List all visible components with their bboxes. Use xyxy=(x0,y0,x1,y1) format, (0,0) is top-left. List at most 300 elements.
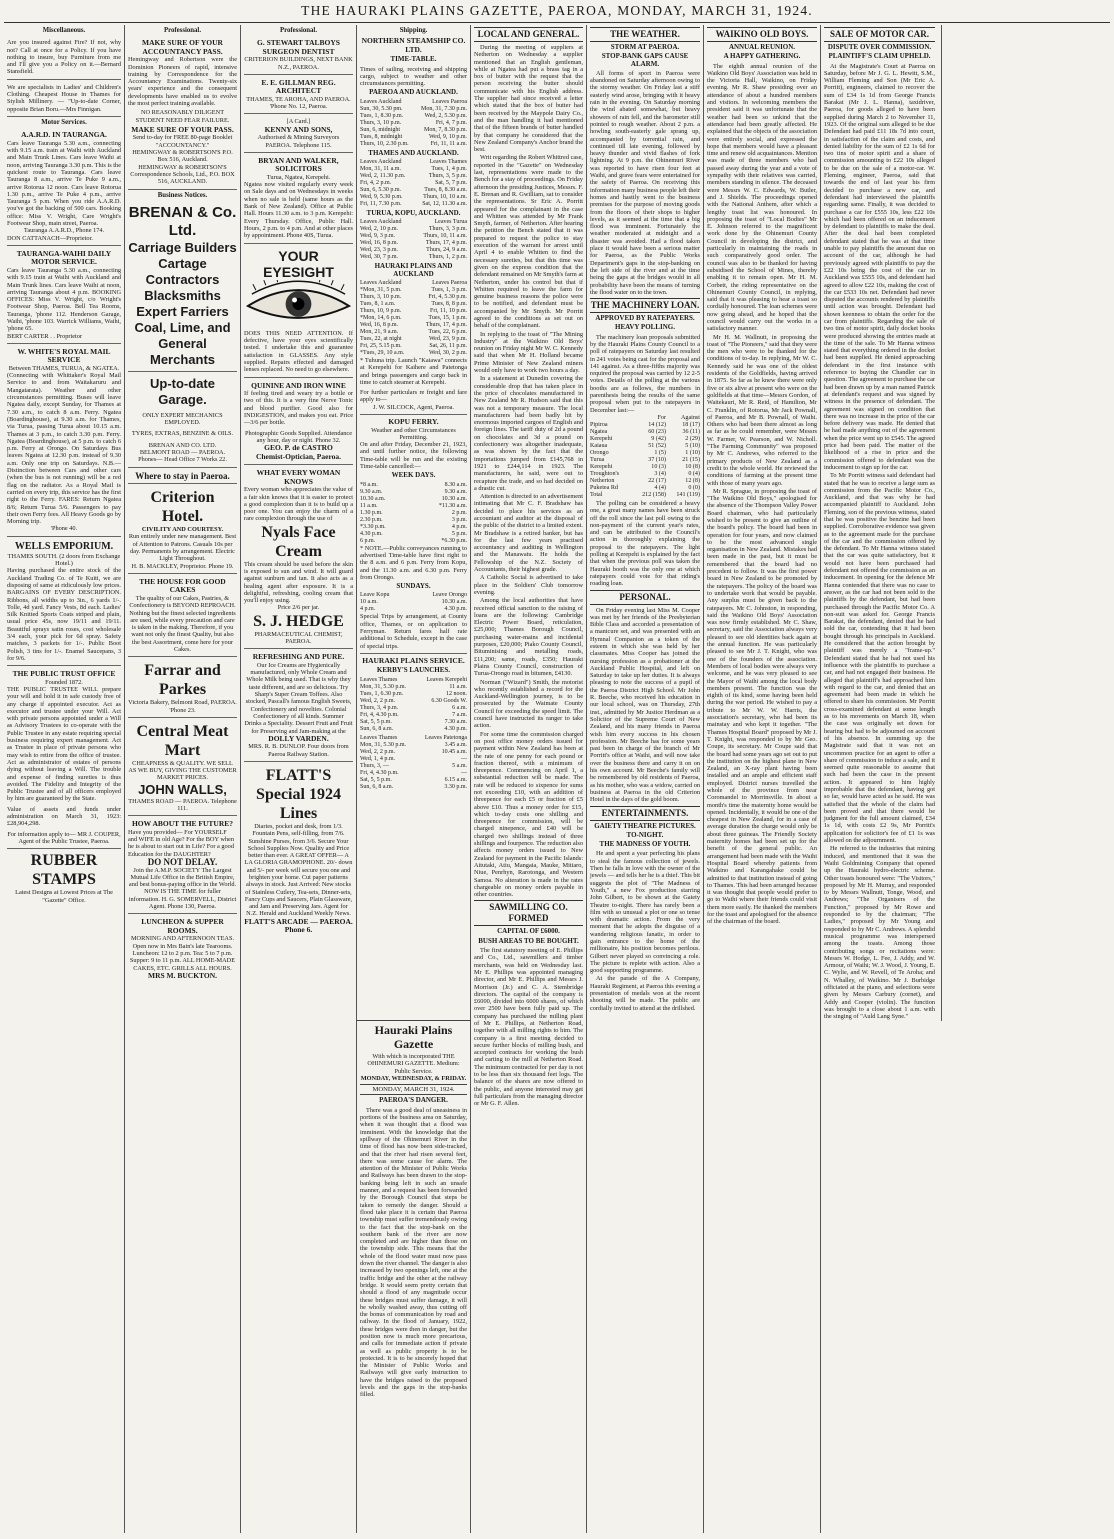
column-editorial xyxy=(356,1020,470,1533)
brenan-line: Cartage Contractors xyxy=(145,255,220,287)
table-row xyxy=(360,134,467,141)
table-cell: 60 (23) xyxy=(648,428,666,435)
table-row xyxy=(590,422,700,429)
nyals-heading: Nyals Face Cream xyxy=(261,523,336,560)
table-cell: Thurs, 3, 10 p.m. xyxy=(360,119,402,126)
entertainments-tonight: TO-NIGHT. xyxy=(626,830,664,839)
table-cell: Tues, 22, at night xyxy=(360,335,402,342)
news-paragraph: The first statutory meeting of E. Phillips and Co., Ltd., sawmillers and timber merchants, was held on Wednesday last. Mr E. Phillips was appointed managing director, and Mr E. Phillips and Messrs J. Morrison (Jr.) and C. A. Stembridge directors. The capital of the company is £6000, divided into 6000 shares, of which over 2500 have been fully paid up. The company has purchased the milling plant of Mr E. Phillips, at Netherton Road, together with all milling rights to him. The company is a first meeting decided to secure further blocks of milling bush, and accepted contracts for working the bush and carting to the mill at Netherton Road. The minimum contracted for per day is not to be less than six thousand feet logs. The balance of the shares are now offered to the public, and anyone interested may get full particulars from the managing director or Mr G. F. Allen. xyxy=(474,947,583,1108)
table-row xyxy=(360,113,467,120)
photo-goods: Photographic Goods Supplied. Attendance any hour, day or night. Phone 32. xyxy=(244,429,353,444)
gillman-body: THAMES, TE AROHA, AND PAEROA. 'Phone No. 12, Paeroa. xyxy=(246,95,351,111)
kopu-ferry-sub: Weather and other Circumstances Permitting. xyxy=(371,426,456,441)
table-cell: Mon, 31, 11 a.m. xyxy=(360,166,401,173)
gazette-days: MONDAY, WEDNESDAY, & FRIDAY. xyxy=(360,1074,467,1082)
dolly-varden-body: MRS. R. B. DUNLOP. Four doors from Paeroa Railway Station. xyxy=(248,743,349,758)
table-cell: 9.30 a.m. xyxy=(360,488,383,495)
table-cell: Mon, 7, 8.30 p.m. xyxy=(423,126,467,133)
rubber-stamps-heading: RUBBER STAMPS xyxy=(30,852,98,889)
table-cell: *11.30 a.m. xyxy=(438,502,467,509)
table-cell: 10.30 a.m. xyxy=(441,599,467,606)
table-cell: 9.30 a.m. xyxy=(444,488,467,495)
sawmilling-sub-2: BUSH AREAS TO BE BOUGHT. xyxy=(478,936,579,945)
table-header: Leaves Auckland xyxy=(360,279,402,286)
table-row xyxy=(360,705,467,712)
table-row xyxy=(360,691,467,698)
table-cell: 11 a.m. xyxy=(449,683,467,690)
table-cell: Kerepehi xyxy=(590,463,613,470)
table-cell: 4.30 p.m. xyxy=(444,725,467,732)
luncheon-name: MRS M. BUCKTON. xyxy=(147,970,218,980)
news-paragraph: In a statement at Dunedin covering the considerable drop that has taken place in the price of chocolates manufactured in New Zealand Mr R. Hudson said that this was not a temporary measure. The local manufacturers had been badly hit by enormous imported cargoes of English and foreign lines. The tariff duty of 2d a pound on chocolates and 3d a pound on confectionery was altogether inadequate, as was shown by the fact that the importations jumped from £145,768 in 1921 to £244,114 in 1923. The manufacturers, he said, were out to recapture the trade, and so had decided on a drastic cut. xyxy=(474,375,583,492)
accountancy-body: Hemingway and Robertson were the Dominion Pioneers of rapid, intensive training by Correspondence for the Accountancy Examinations. Twenty-six years' experience and the consequent developments have enabled us to evolve the most perfect training available. xyxy=(128,56,237,108)
flatt-body: Diaries, pocket and desk, from 1/3. Fountain Pens, self-filling, from 7/6. Sunshine Purses, from 3/6. Secure Your School Supplies Now. Quality and Price better than ever. A GREAT OFFER— A LA GLORIA GRAMOPHONE. 20/- down and 5/- per week will secure you one and brighten your home. Cut paper patterns always in stock. Just Arrived: New stocks of Stainless Cutlery, Tea-sets, Dinner-sets, Fancy Cups and Saucers, Plain Glassware, and Jam and Preserving Jars. Agent for N.Z. Herald and Auckland Weekly News. xyxy=(244,822,353,918)
table-cell: Ngatea xyxy=(590,428,608,435)
table-cell: 36 (11) xyxy=(682,428,700,435)
kopu-ferry-heading: KOPU FERRY. xyxy=(388,417,439,427)
table-cell: Wed, 9, 3 p.m. xyxy=(360,233,396,240)
table-cell: Sat, 5, 5 p.m. xyxy=(360,776,392,783)
news-paragraph: A Catholic Social is advertised to take place in the Soldiers' Club tomorrow evening. xyxy=(474,574,583,596)
thames-auckland-table xyxy=(360,159,467,208)
table-cell: Sat, 5, 5 p.m. xyxy=(360,718,392,725)
table-cell: Sun, 6, 8 a.m. xyxy=(360,725,394,732)
table-cell: Tues, 22, 6 p.m. xyxy=(428,328,467,335)
table-cell: Puketea Rd xyxy=(590,484,618,491)
table-header: Leaves Thames xyxy=(429,159,467,166)
table-row xyxy=(360,742,467,749)
table-header: Leaves Patetonga xyxy=(424,734,467,741)
brenan-heading: BRENAN & Co. Ltd. xyxy=(128,203,237,239)
tauranga-waihi-proprietor: BERT CARTER . . Proprietor xyxy=(7,332,83,340)
table-cell: Sun, 6, 5.30 p.m. xyxy=(360,187,402,194)
paeroa-auckland-table xyxy=(360,99,467,148)
table-cell: 11 a.m. xyxy=(360,502,378,509)
table-cell: 6 p.m. xyxy=(360,537,376,544)
table-cell: Wed, 2, 5.30 p.m. xyxy=(424,112,467,119)
news-paragraph: Mr H. M. Wallnutt, in proposing the toast of "The Pioneers," said that they were the men who were to be thanked for the conditions of to-day. In replying, Mr W. C. Kennedy said he was one of the oldest residents of the Goldfields, having arrived in 1875. So far as he knew there were only five or six alive at present who were on the goldfields at that time—Messrs Gordon, of Waitekauri, Mr R. Reid, of Hamilton, Mr C. Franklin, of Rotorua, Mr Jack Pownall, of Paeroa, and Mr B. Pownall, of Waihi. Others who had been there almost as long as far as he could remember, were Messrs W. Farmer, W. Pearson, and W. Nicholl. "The Farming Community" was proposed by Mr C. Andrews, who referred to the primary products of New Zealand as a credit to the whole world. He reviewed the conditions of farming at the present time with those of many years ago. xyxy=(707,333,817,487)
column-waikino xyxy=(703,25,820,1533)
sawmilling-heading: SAWMILLING CO. FORMED xyxy=(474,900,583,926)
eyesight-heading: YOUR EYESIGHT xyxy=(263,247,334,280)
table-row xyxy=(360,784,467,791)
column-professional-2 xyxy=(240,25,356,1533)
table-row xyxy=(360,770,467,777)
section-heading: Business Notices. xyxy=(157,191,208,199)
table-row xyxy=(360,194,467,201)
table-cell: Pipiroa xyxy=(590,421,608,428)
table-cell: 51 (52) xyxy=(648,442,666,449)
aard-phone: Tauranga A.A.R.D., Phone 174. xyxy=(23,227,105,235)
table-cell: Wed, 30, 2 p.m. xyxy=(428,349,467,356)
weather-sub: STORM AT PAEROA. xyxy=(610,43,680,51)
kerepehi-launch-table xyxy=(360,677,467,733)
table-cell: Fri, 4, 5.30 p.m. xyxy=(428,293,467,300)
table-cell: Fri, 4, 2 p.m. xyxy=(360,180,392,187)
news-paragraph: The machinery loan proposals submitted by the Hauraki Plains County Council to a poll of ratepayers on Saturday last resulted in 241 votes being cast for the proposal and 141 against. As a three-fifths majority was required the proposal was carried by 12 2-5 votes. Details of the polling at the various booths are as follows, the numbers in parenthesis being the results of the same proposal when put to the ratepayers in December last:— xyxy=(590,333,700,414)
section-heading: Motor Services. xyxy=(41,118,87,126)
table-row xyxy=(360,187,467,194)
table-row xyxy=(360,510,467,517)
table-cell: Thurs, 10, 11 a.m. xyxy=(423,233,467,240)
table-cell: 1 (10) xyxy=(685,449,700,456)
cakes-body: The quality of our Cakes, Pastries, & Confectionery is BEYOND REPROACH. Nothing but the finest selected ingredients are used, while every precaution and care is taken in the making. Therefore, if you want not only the finest Quality, but also the best Assortment, come here for your Cakes. xyxy=(129,594,236,653)
table-cell: Tues, 8, 8.30 a.m. xyxy=(424,187,467,194)
table-cell: Wed, 1, 4 p.m. xyxy=(360,755,396,762)
table-cell: 37 (10) xyxy=(648,456,666,463)
table-header: Leaves Auckland xyxy=(360,98,402,105)
table-cell: 0 (4) xyxy=(688,470,700,477)
table-row xyxy=(360,166,467,173)
quinine-heading: QUININE AND IRON WINE xyxy=(251,380,346,390)
table-cell: 212 (158) xyxy=(642,491,666,498)
table-cell: 3 p.m. xyxy=(451,516,467,523)
news-paragraph: Attention is directed to an advertisement intimating that Mr C. F. Bradshaw has decided to place his services as an accountant and auditor at the disposal of the public of the district to a limited extent. Mr Bradshaw is a retired banker, but has for the last few years practised accountancy and auditing in Wellington and the Manawatu. He holds the Fellowship of the N.Z. Society of Accountants, their highest grade. xyxy=(474,493,583,574)
public-trust-founded: Founded 1872. xyxy=(45,678,83,686)
talboys-address: CRITERION BUILDINGS, NEXT BANK N.Z., PAEROA. xyxy=(244,56,353,71)
bryan-body: Ngatea now visited regularly every week on Sale days and on Wednesdays in weeks when no sale is held (same hours as the Bank of New Zealand). Office at Public Hall. Hours 11.30 a.m. to 3 p.m. Kerepehi: Every Thursday. Office, Public Hall. Hours, 2 p.m. to 4 p.m. And at other places by appointment. Phone 40S, Turua. xyxy=(244,181,353,240)
hotel-body: Run entirely under new management. Best of Attention to Patrons. Casuals 10s per day. Permanents by arrangement. Electric Light Throughout. xyxy=(128,533,237,563)
table-cell: Tues, 15, 1 p.m. xyxy=(428,314,467,321)
public-trust-contact: For information apply to— MR J. COUPER, Agent of the Public Trustee, Paeroa. xyxy=(7,830,121,845)
brenan-line: Coal, Lime, and xyxy=(134,319,231,335)
table-cell: 10 a.m. xyxy=(360,599,378,606)
news-paragraph: The eighth annual reunion of the Waikino Old Boys' Association was held in the Victoria Hall, Waikino, on Friday evening. Mr R. Shaw presiding over an attendance of about a hundred members and visitors. In welcoming members the president said it was unfortunate that the weather had been so unkind that the attendance had been greatly affected. He explained that the objects of the association were entirely social, and expressed the hope that members would have a pleasant time and renew old acquaintances. Mention was made of three members who had passed away during the year and a vote of sympathy with their relatives was carried, members standing in silence. The deceased were Messrs W. C. Edwards, W. Butler, and J. Shields. The proceedings opened with the National Anthem, after which a lengthy toast list was honoured. In proposing the toast of "Local Bodies" Mr E. Johnson referred to the magnificent work done by the Ohinemuri County Council in developing the district, and particularly in maintaining the roads in such comparatively good order. The council was also to be thanked for having subsidised the School of Mines, thereby enabling it to remain open. Mr H. M. Corbett, the riding representative on the Ohinemuri County Council, in replying, said that it was pleasing to hear a toast so cordially honoured. The loan schemes were now going ahead, and he hoped that the council would carry out the works in a satisfactory manner. xyxy=(707,62,817,333)
table-header: Leaves Thames xyxy=(360,734,398,741)
accountancy-booklet: Send to-day for FREE 80-page Booklet "ACCOUNTANCY." xyxy=(132,134,233,149)
news-paragraph: Mr R. Sprague, in proposing the toast of "The Waikino Old Boys," apologised for the absence of the Thompson Valley Power Board chairman, who had particularly wished to be present to give an outline of the board's policy. The board had been in operation for four years, and now claimed to be the most advanced single organisation in New Zealand. Mistakes had been made in the past, but it must be remembered that the board had no precedent to follow. It was the first power board in New Zealand to be promoted by the ratepayers. The policy of the board was to undertake work that would be payable. Any surplus must be given back to the ratepayers. Mr C. Johnston, in responding, said the Waikino Old Boys' Association was now firmly established. Mr C. Shaw, secretary, said the Association always very pleased to see old identities back again at the annual function. He was particularly pleased to see Mr J. T. Knight, who was one of the founders of the association. Members of local bodies were always very welcome, and he was very pleased to see the Mayor of Waihi among the local body members present. The function was the eighth of its kind, some having been held during the war period. He wished to pay a tribute to Mr W. W. Harris, the association's secretary, who had been its mainstay and who kept it together. "The Thames Hospital Board" proposed by Mr J. T. Knight, was responded to by Mr Geo. Coupe, its secretary. Mr Coupe said that the board had some years ago set out to put the institution on the highest plane in New Zealand, an X-ray plant having been installed and an ample and efficient staff employed. District nurses travelled the whole of the province from near Coromandel to Morrinsville. In about a month's time the maternity home would be opened. Incidentally, it would be one of the cheapest in New Zealand, for in a case of average duration the charge would only be about three guineas. The Friendly Society maternity homes had been set up for the benefit of the general public. An arrangement had been made with the Waihi Hospital Board whereby patients from Waikino and Karangahake could be admitted to that institution instead of going to Thames. This had been arranged because it was thought that people would prefer to go to Waihi where their friends could visit them more easily. He thanked the members for the toast and apologised for the absence of the chairman of the board. xyxy=(707,487,817,926)
table-row xyxy=(360,106,467,113)
table-row xyxy=(360,606,467,613)
hauraki-plains-auckland-heading: HAURAKI PLAINS AND AUCKLAND xyxy=(374,262,453,278)
future-body: Have you provided— For YOURSELF and WIFE in old Age? For the BOY when he is about to start out in Life? For a good Education for the DAUGHTER? xyxy=(128,828,234,858)
table-row xyxy=(360,517,467,524)
table-cell: Thurs, 24, 9 a.m. xyxy=(426,247,467,254)
news-paragraph: Among the local authorities that have received official sanction to the raising of loans are the following: Cambridge Electric Power Board, reticulation, £25,000; Thames Borough Council, purchasing water-mains and incidental purposes, £20,000; Piako County Council, Bituminising and metalling roads, £11,200; same, roads, £350; Hauraki Plains County Council, construction of Turua-Orongo road in bitumen, £4130. xyxy=(474,597,583,678)
right-margin-column xyxy=(941,25,1110,1021)
table-row xyxy=(360,247,467,254)
further-particulars: For further particulars re freight and fare apply to— xyxy=(360,389,467,404)
table-cell: *Mon, 31, 5 p.m. xyxy=(360,286,402,293)
table-cell: Mon, 31, 5.30 p.m. xyxy=(360,741,407,748)
aard-proprietor: DON CATTANACH—Proprietor. xyxy=(7,234,93,242)
special-trips: Special Trips by arrangement, at County office, Thames, or on application to Ferryman. Return fares half rate additional to Schedule, except in the case of special trips. xyxy=(360,613,467,650)
table-cell: Sun, 6, 8 a.m. xyxy=(360,783,394,790)
table-row xyxy=(360,763,467,770)
news-paragraph: He referred to the industries that mining induced, and mentioned that it was the Waihi Goldmining Company that opened up the Hauraki hydro-electric scheme. Other toasts honoured were: "The Visitors," proposed by Mr H. Murray, and responded to by Messrs Wallnutt, Tonge, Wood, and Andrews; "The Organisers of the Function," proposed by Mr Rowe and responded to by the chairman; "The Ladies," proposed by Mr Young and responded to by Mr C. Andrews. A splendid musical programme was interspersed among the toasts. Among those contributing songs or recitations were: Messrs W. Hodge, L. Fee, J. Addy, and W. Armour, of Waihi; W. J. Wood, J. Young, E. C. Wylie, and W. Revell, of Te Aroha; and N. Whalley, of Waikino. Mr J. Burbidge officiated at the piano, and selections were given by Messrs Carbury (cornet), and Addy and Cooper (violin). The function was brought to a close about 1 a.m. with the singing of "Auld Lang Syne." xyxy=(824,845,935,1021)
table-cell: Wed, 2, 10 p.m. xyxy=(360,226,399,233)
table-header: Leave Orongo xyxy=(432,592,467,599)
table-cell: Tues, 8, 1 a.m. xyxy=(360,300,396,307)
bryan-heading: BRYAN AND WALKER, SOLICITORS xyxy=(258,155,339,174)
table-cell: 3.45 a.m. xyxy=(444,741,467,748)
table-cell: 10 (8) xyxy=(685,463,700,470)
bryan-sub: Turua, Ngatea, Kerepehi. xyxy=(266,173,331,181)
table-cell: Sun, 6, midnight xyxy=(360,126,401,133)
section-heading: Professional. xyxy=(279,27,318,34)
masthead-rule xyxy=(4,22,1110,23)
table-cell: 1 (5) xyxy=(654,449,666,456)
garage-tyres: TYRES, EXTRAS, BENZINE & OILS. xyxy=(131,430,234,438)
table-cell: Mon, 31, 7.30 p.m. xyxy=(420,105,467,112)
wells-heading: WELLS EMPORIUM. xyxy=(14,540,114,552)
table-cell: Tues, 1, 3 p.m. xyxy=(431,286,467,293)
northern-steamship-heading: NORTHERN STEAMSHIP CO. LTD. xyxy=(361,36,466,54)
section-heading: Shipping. xyxy=(399,27,428,34)
table-cell: 141 (119) xyxy=(676,491,700,498)
machinery-loan-heading: THE MACHINERY LOAN. xyxy=(590,298,700,313)
walls-heading: JOHN WALLS, xyxy=(138,781,227,797)
table-header: Leaves Paeroa xyxy=(432,279,467,286)
public-trust-body: THE PUBLIC TRUSTEE WILL prepare your will and hold it in safe custody free of any charge if appointed executor. Act as executor and trustee under your Will. Act with private persons appointed under a Will as Advisory Trustees to co-operate with the Public Trustee in any estate requiring special business requiring expert management. Act as Trustee in place of private persons who may wish to retire from the office of trustee. Act as administrator of estates of persons dying without leaving a Will. The trouble and expense of finding sureties is thus avoided. The Fidelity and Integrity of the Public Trustee and of all officers employed by him are guaranteed by the State. xyxy=(7,685,121,803)
table-row xyxy=(360,482,467,489)
table-cell: Turua xyxy=(590,456,605,463)
brenan-line: Carriage Builders xyxy=(128,239,237,255)
table-cell: Tues, 8, midnight xyxy=(360,133,403,140)
machinery-loan-sub-2: HEAVY POLLING. xyxy=(615,323,675,332)
accountancy-failure: NO REASONABLY DILIGENT STUDENT NEED FEAR FAILURE. xyxy=(135,109,230,124)
royal-mail-body: (Connecting with Whittaker's Royal Mail Service to and from Waitakaruru and Mangatarata). Weather and other circumstances permitting. Buses will leave Ngatea daily, except Sunday, for Thames at 7.30 a.m., to catch 8 a.m. Ferry. Ngatea (Boardinghouse), at 9.30 a.m. for Thames, via Turua, passing Turua about 10.15 a.m. Thames at 3 p.m., to catch 3.30 p.m. Ferry. Ngatea (Boardinghouse), at 5 p.m. to catch 6 p.m. Ferry at Orongo. On Saturdays Bus leaves Ngatea at 12.30 p.m. instead of 9.30 a.m. Only one trip on Saturdays. N.B.—Distinction between Cars and other cars (when the bus is not running) will be a red flag on the radiator. As a Royal Mail is carried on every trip, this service has the first right to the Ferry. FARES: Return Ngatea 8/6; Return Turua 5/6. Passengers to pay their own Ferry fees. All Heavy Goods go by Morning trip. xyxy=(7,372,121,526)
table-cell: 10.30 a.m. xyxy=(360,495,386,502)
table-row xyxy=(360,777,467,784)
table-cell: 5 a.m. xyxy=(452,762,467,769)
news-paragraph: Norman ("Wizard") Smith, the motorist who recently established a record for the Auckland-Wellington journey, is to be prosecuted by the Waimate County Council for exceeding the speed limit. The council have instructed its ranger to take action. xyxy=(474,678,583,730)
table-cell: Fri, 11, 11 a.m. xyxy=(430,140,467,147)
luncheon-body: MORNING AND AFTERNOON TEAS. Open now in Mrs Bain's late Tearooms. Luncheon: 12 to 2 p.m. Tea: 5 to 7 p.m. Supper: 9 to 11 p.m. ALL HOME-MADE CAKES, ETC. GRILLS ALL HOURS. xyxy=(129,935,236,972)
thames-auckland-heading: THAMES AND AUCKLAND. xyxy=(368,148,459,157)
future-heading: HOW ABOUT THE FUTURE? xyxy=(131,819,234,829)
wells-body: Having purchased the entire stock of the Auckland Trading Co. of Te Kuiti, we are disposing of same at ridiculously low prices. BARGAINS OF EVERY DESCRIPTION. Ribbons, all widths up to 3in., 6 yards 1/-. Tolle, 4d yard. Fancy Vests, 8d each. Ladies' Silk Knitted Sports Coats striped and plain, usual price 45s, now 19/11 and 19/11. Beautiful sprays satin roses, cost wholesale 3/4 each, your pick for 6d spray. Safety matches, 3 packets for 1/-. Public Boot Polish, 3 tins for 1/-. Enamel Saucepans, 3 for 9/6. xyxy=(7,567,121,662)
rubber-stamps-sub: Latest Designs at Lowest Prices at The "Gazette" Office. xyxy=(15,889,113,904)
table-cell: — xyxy=(461,769,467,776)
public-trust-assets: Value of assets and funds under administration on March 31, 1923: £28,904,298. xyxy=(7,805,121,828)
hauraki-plains-auckland-table xyxy=(360,280,467,357)
cakes-heading: THE HOUSE FOR GOOD CAKES xyxy=(139,576,226,595)
tauranga-waihi-heading: TAURANGA-WAIHI DAILY MOTOR SERVICE. xyxy=(16,248,112,267)
table-cell: Fri, 4, 7 p.m. xyxy=(435,119,467,126)
table-row xyxy=(360,127,467,134)
table-row xyxy=(360,489,467,496)
hotel-sub: CIVILITY AND COURTESY. xyxy=(141,526,224,534)
waikino-sub: ANNUAL REUNION. xyxy=(728,43,796,51)
table-row xyxy=(360,350,467,357)
table-cell: 6.15 a.m. xyxy=(444,776,467,783)
column-professional xyxy=(124,25,240,1533)
table-cell: 3.30 p.m. xyxy=(444,783,467,790)
table-cell: Sat, 5, 7 p.m. xyxy=(435,180,467,187)
table-row xyxy=(360,524,467,531)
table-cell: 12 noon. xyxy=(446,690,467,697)
nyals-body: This cream should be used before the skin is exposed to sun and wind. It will guard against sunburn and tan. It also acts as a healing agent after exposure. It is a delightful, refreshing, cooling cream that you'll enjoy using. xyxy=(244,560,353,605)
table-row xyxy=(360,141,467,148)
table-row xyxy=(360,287,467,294)
table-cell: 1.30 p.m. xyxy=(360,509,383,516)
table-cell: Thurs, 3, — xyxy=(360,762,389,769)
column-weather xyxy=(586,25,703,1533)
stay-heading: Where to stay in Paeroa. xyxy=(135,470,230,481)
table-row xyxy=(590,443,700,450)
table-row xyxy=(360,226,467,233)
table-cell: *6.30 p.m. xyxy=(441,537,467,544)
table-cell: 4.30 p.m. xyxy=(444,606,467,613)
table-row xyxy=(360,749,467,756)
table-cell: Kaiaua xyxy=(590,442,608,449)
table-cell: 10.30 a.m. xyxy=(441,495,467,502)
aard-heading: A.A.R.D. IN TAURANGA. xyxy=(21,130,107,140)
dolly-varden: DOLLY VARDEN. xyxy=(268,733,329,743)
table-cell: 9 (42) xyxy=(651,435,666,442)
sawmilling-sub: CAPITAL OF £6000. xyxy=(497,927,560,936)
table-cell: 8.30 a.m. xyxy=(444,481,467,488)
news-paragraph: He and spent a year perfecting his plans to steal the famous collection of jewels. Then he falls in love with the owner of the jewels — and tells her he is a thief. This bit suggests the plot of "The Madness of Youth," a new Fox production starring John Gilbert, to be shown at the Gaiety Theatre to-night. There has rarely been a film with so unusual a plot or one so tense with dramatic action. From the very moment that he adopts the disguise of a wandering religious fanatic, in order to gain entrance to the home of the millionaire, his position becomes perilous. Gilbert never played so convincing a role. The picture is replete with action. Also a good supporting programme. xyxy=(590,850,700,975)
fire-insurance-ad: Are you insured against Fire? If not, why not? Call at once for a Policy. If you have nothing to insure, buy Furniture from me and I'll give you a Policy on it.—Bernard Stansfield. xyxy=(7,37,121,79)
talboys-heading: G. STEWART TALBOYS SURGEON DENTIST xyxy=(257,38,340,56)
turua-kopu-table xyxy=(360,219,467,261)
table-cell: 10.45 a.m. xyxy=(441,748,467,755)
eyesight-body: DOES THIS NEED ATTENTION. If defective, have your eyes scientifically tested. I undertake this and guarantee satisfaction in GLASSES. Any style supplied. Repairs effected and damaged lenses replaced. No need to go elsewhere. xyxy=(244,329,353,374)
table-row xyxy=(360,180,467,187)
table-cell: 6 a.m. xyxy=(452,704,467,711)
hotel-proprietor: H. B. MACKLEY, Proprietor. Phone 19. xyxy=(131,562,234,570)
weekdays-heading: WEEK DAYS. xyxy=(391,471,436,480)
section-heading: Miscellaneous. xyxy=(42,27,86,34)
news-paragraph: On Friday evening last Miss M. Cooper was met by her friends of the Presbyterian Bible Class and accorded a presentation of a manicure set, and was presented with an Hymnal Companion as a token of the esteem in which she was held by her classmates. Miss Cooper has joined the nursing profession as a probationer at the Auckland Public Hospital, and left on Saturday to take up her duties. It is always pleasing to note the success of a pupil of the Paeroa District High School. Mr John R. Beeche, who received his education in our local school, was on Thursday, 27th inst., admitted by Mr Justice Herdman as a Solicitor of the Supreme Court of New Zealand, and his many friends in Paeroa wish him every success in his chosen profession. Mr Beeche has for some years past been in charge of the branch of Mr Porritt's office at Waihi, and will now take over the business there and carry it on on his own account. Mr Beeche's family will be remembered by old residents of Paeroa, as his mother, who was a widow, carried on business at Paeroa in the old Criterion Hotel in the days of the gold boom. xyxy=(590,606,700,804)
entertainments-sub: GAIETY THEATRE PICTURES. xyxy=(594,821,696,830)
table-cell: 14 (12) xyxy=(648,421,666,428)
gazette-date: MONDAY, MARCH 31, 1924. xyxy=(360,1084,467,1095)
meat-mart-heading: Central Meat Mart xyxy=(136,722,229,759)
garage-company: BRENAN AND CO. LTD. xyxy=(148,441,217,449)
table-cell: Wed, 9, 10 p.m. xyxy=(428,133,467,140)
waikino-heading: WAIKINO OLD BOYS. xyxy=(707,27,817,42)
table-cell: 12 (8) xyxy=(685,477,700,484)
table-row xyxy=(590,478,700,485)
waikino-sub-2: A HAPPY GATHERING. xyxy=(723,52,801,61)
table-cell: 5 (10) xyxy=(685,442,700,449)
brenan-line: General Merchants xyxy=(149,335,216,367)
machinery-loan-sub: APPROVED BY RATEPAYERS. xyxy=(595,314,695,323)
wells-sub: THAMES SOUTH. (2 doors from Exchange Hotel.) xyxy=(7,552,121,568)
table-cell: Thurs, 3, 3 p.m. xyxy=(428,226,467,233)
hauraki-plains-note: * Tuhuna trip. Launch "Kaiawa" connects at Kerepehi for Kaihere and Patetonga and brings passengers and cargo back in time to catch steamer at Kerepehi. xyxy=(360,356,467,386)
table-cell: Mon, 21, 9 a.m. xyxy=(360,328,399,335)
editorial-heading: PAEROA'S DANGER. xyxy=(379,1096,448,1105)
table-cell: Total xyxy=(590,491,603,498)
table-row xyxy=(360,315,467,322)
table-row xyxy=(360,240,467,247)
table-cell: 0 (0) xyxy=(688,484,700,491)
table-cell: Thurs, 1, 2 p.m. xyxy=(428,254,467,261)
table-cell: Wed, 30, 7 p.m. xyxy=(360,254,399,261)
table-cell: 4 (4) xyxy=(654,484,666,491)
hedge-sub: PHARMACEUTICAL CHEMIST, PAEROA. xyxy=(254,630,343,646)
table-cell: Tues, 1, 8.30 p.m. xyxy=(360,112,404,119)
table-cell: Thurs, 10, 2.30 p.m. xyxy=(360,140,409,147)
table-row xyxy=(360,726,467,733)
table-row xyxy=(360,233,467,240)
table-cell: Wed, 23, 9 p.m. xyxy=(428,335,467,342)
table-cell: 4 p.m. xyxy=(360,606,376,613)
timetable-heading: TIME-TABLE. xyxy=(390,55,437,64)
table-cell: 2 p.m. xyxy=(451,509,467,516)
section-heading: Professional. xyxy=(163,27,202,34)
brenan-line: Blacksmiths xyxy=(144,287,221,303)
luncheon-heading: LUNCHEON & SUPPER ROOMS. xyxy=(141,917,224,935)
every-woman-body: Every woman who appreciates the value of a fair skin knows that it is easier to protect a good complexion than it is to build up a poor one. You can enjoy the charm of a rare complexion through the use of xyxy=(244,486,353,523)
table-cell: 4.30 p.m. xyxy=(360,530,383,537)
sale-sub: DISPUTE OVER COMMISSION. xyxy=(827,43,932,51)
table-cell: 5 p.m. xyxy=(451,530,467,537)
table-row xyxy=(360,756,467,763)
brenan-line: Expert Farriers xyxy=(136,303,229,319)
table-row xyxy=(360,329,467,336)
table-row xyxy=(360,336,467,343)
paeroa-auckland-heading: PAEROA AND AUCKLAND. xyxy=(369,88,458,97)
table-cell: Netherton xyxy=(590,477,615,484)
table-row xyxy=(360,294,467,301)
clothing-ad: We are specialists in Ladies' and Children's Clothing. Cheapest House in Thames for Stylish Millinery. — "Up-to-date Corner, opposite Brian Boru.—Mrs Finnigan. xyxy=(7,82,121,117)
kopu-ferry-body: On and after Friday, December 21, 1923, and until further notice, the following Time-table will be run and the existing Time-table cancelled:— xyxy=(360,441,467,471)
news-paragraph: At the parade of the A Company, Hauraki Regiment, at Paeroa this evening a presentation of medals won at the recent shooting will be made. The public are cordially invited to attend at the drillshed. xyxy=(590,975,700,1012)
sundays-heading: SUNDAYS. xyxy=(396,582,431,591)
table-cell: *Tues, 29, 10 a.m. xyxy=(360,349,405,356)
table-cell: 18 (17) xyxy=(682,421,700,428)
kopu-ferry-note: * NOTE.—Public conveyances running to advertised Time-table have first right to the 8 a.m. and 6 p.m. Ferry from Kopu, and the 11.30 a.m. and 6.30 p.m. Ferry from Orongo. xyxy=(360,544,467,581)
farrar-heading: Farrar and Parkes xyxy=(144,662,221,699)
news-paragraph: Writ regarding the Robert Whittred case, reported in the "Gazette" on Wednesday last, representations were made to the Bench for a stay of proceedings. On Friday afternoon the presiding Justices, Messrs. F. E. Brenan and R. Gwilliam, sat to consider the representations. Sr Eric A. Porritt appeared for the complainant in the case and Whitten was attended by Mr Frank Smyth, farmer, of Netherton. After hearing the petition the Bench stated that it was prepared to request the police to stay execution of the warrant for arrest until April 4 to enable Whitten to find the necessary sureties, but that this time was given on the express condition that the defendant remained on Mr Smyth's farm at Netherton, under his control but that if Whitten required to leave the farm for genuine business reasons the police were to be notified, and defendant must be accompanied by Mr Smyth. Mr Porritt agreed to the conditions as set out on behalf of the complainant. xyxy=(474,154,583,330)
table-cell: Fri, 4, 4.30 p.m. xyxy=(360,711,399,718)
poll-table xyxy=(590,415,700,499)
table-row xyxy=(360,719,467,726)
personal-heading: PERSONAL. xyxy=(590,590,700,605)
aard-body: Cars leave Tauranga 5.30 a.m., connecting with 9.15 a.m. train at Waihi with Auckland and Main Trunk Lines. Cars leave Waihi at noon, arriving Tauranga 3.30 p.m. This is the quickest route to Tauranga. Cars leave Tauranga 8 a.m., arrive Te Puke 9 a.m., arrive Rotorua 12 noon. Cars leave Rotorua 1.30 p.m., arrive Te Puke 4 p.m., arrive Tauranga 5 p.m. When you ride A.A.R.D. you've got the backing of 500 cars. Booking office: Miss V. Wright, Care Wright's Footwear Shop, main street, Paeroa. xyxy=(7,139,121,228)
table-cell: Thurs, 17, 4 p.m. xyxy=(425,240,467,247)
delay-heading: DO NOT DELAY. xyxy=(147,857,218,868)
table-cell: Troughton's xyxy=(590,470,619,477)
hotel-heading: Criterion Hotel. xyxy=(150,489,215,526)
masthead: THE HAURAKI PLAINS GAZETTE, PAEROA, MONDAY, MARCH 31, 1924. xyxy=(301,3,813,18)
turua-kopu-heading: TURUA, KOPU, AUCKLAND. xyxy=(366,209,461,218)
table-cell: *3.30 p.m. xyxy=(360,523,386,530)
table-row xyxy=(360,301,467,308)
news-paragraph: At the Magistrate's Court at Paeroa on Saturday, before Mr J. G. L. Hewitt, S.M., William Fleming and Son (Mr Eric A. Porritt), engineers, claimed to recover the sum of £34 1s 1d from George Francis Barakat (Mr J. L. Hanna), taxidriver, Paeroa, for goods alleged to have been supplied during March 2 to November 11, 1923. Of the original sum alleged to be due Defendant had paid £11 18s 7d into court, in satisfaction of the claim and costs, and denied liability for the sum of £2 1s 6d for two tins of motor spirit and a share of commission amounting to £22 10s alleged to be due on the sale of a motor-car. W. Fleming, engineer, Paeroa, said that towards the end of last year his firm decided to purchase a new car, and defendant had interviewed the plaintiffs regarding same. Finally, it was decided to purchase a car for £555 10s, less £22 10s which had been offered on an inducement by defendant to plaintiffs to make the deal. After the deal had been completed defendant stated that he was at that time unable to pay plaintiffs the amount due on account of the car, although he had previously agreed with plaintiffs to pay the £22 10s being the cost of the car in Auckland was £555 10s, and defendant had agreed to allow £22 10s, making the cost of the car £533 10s net. Defendant had never disputed the accounts rendered by plaintiffs until action was brought. Defendant had shown keenness to obtain the order for the car from plaintiffs. Regarding the sale of two tins of motor spirit, daily docket books were produced showing the entries made at the time of the sale. To Mr Hanna witness stated that everything ordered in the docket had been supplied. He denied approaching defendant in the first instance with reference to buying the Chandler car in question. The agreement to purchase the car had been drawn up by a man named Patrick at defendant's request and was signed by witness in the presence of defendant. The agreement was signed on condition that there was no increase in the price of the car before delivery was made. He denied that he had made anything out of the agreement when the price went up to £545. The agreed price had been paid. The matter of the likelihood of a rise in price and the commission offered to defendant was the inducement to sign up for the car. xyxy=(824,62,935,471)
every-woman-heading: WHAT EVERY WOMAN KNOWS xyxy=(256,468,341,486)
royal-mail-phone: 'Phone 40. xyxy=(50,525,78,533)
table-cell: Wed, 23, 3 p.m. xyxy=(360,247,399,254)
table-row xyxy=(360,684,467,691)
table-header xyxy=(590,415,632,422)
table-cell: Fri, 11, 10 p.m. xyxy=(430,307,467,314)
table-row xyxy=(590,450,700,457)
news-paragraph: All forms of sport in Paeroa were abandoned on Saturday afternoon owing to the stormy weather. On Friday last a stiff easterly wind arose, bringing with it heavy rain in the evening. On Saturday morning the wind abated somewhat, but heavy showers of rain fell, and the barometer still pointed to rough weather. About 2 p.m. a howling south-easterly gale sprang up, accompanied by torrential rain, and continued till late evening, followed by heavy thunder and vivid flashes of fork lightning. At 9 p.m. the Ohinemuri River was reported to have risen four feet at Waihi, and grave fears were entertained for the safety of Paeroa. On receiving this information many business people left their homes and hastily went to the business premises for the purpose of moving goods from the floors of their shops to higher levels, as it seemed at the time that a big flood was imminent. Fortunately the weather moderated at midnight and a disaster was avoided. Had a flood taken place it would have been a serious matter for Paeroa, as the Public Works Department's gaps in the stop-banking on the left side of the river and at the time being the gaps at the bridges would in all probability have been the means of turning the flood water on to the town. xyxy=(590,69,700,296)
table-cell: 2 (29) xyxy=(685,435,700,442)
sundays-table xyxy=(360,592,467,613)
walls-body: THAMES ROAD — PAEROA. Telephone 111. xyxy=(128,797,237,813)
news-paragraph: During the meeting of suppliers at Netherton on Wednesday a supplier mentioned that an English gentleman, while at Ngatea had put a brass tag in a box of butter with the request that the person receiving the butter should communicate with his English address. The supplier had since received a letter which stated that the box of butter had been received by the Maypole Dairy Co., and the man handling it had mentioned that of the fifteen brands of butter handled by that company he considered that the New Zealand Company's Anchor brand the best. xyxy=(474,44,583,154)
amp-body: Join the A.M.P. SOCIETY The Largest Mutual Life Office in the British Empire, and best bonus-paying office in the World. NOW IS THE TIME for fuller information. H. G. SOMERVELL, District Agent. Phone 130, Paeroa. xyxy=(128,866,237,911)
entertainments-heading: ENTERTAINMENTS. xyxy=(590,806,700,821)
table-row xyxy=(360,712,467,719)
gillman-heading: E. E. GILLMAN REG. ARCHITECT xyxy=(261,77,336,96)
eye-illustration-icon xyxy=(244,280,353,328)
table-row xyxy=(360,531,467,538)
table-row xyxy=(360,308,467,315)
table-cell: Tues, 8, 8 p.m. xyxy=(431,300,467,307)
kenny-body: Authorised & Mining Surveyors PAEROA. Telephone 115. xyxy=(257,134,340,149)
table-row xyxy=(360,538,467,545)
kerbys-launches: KERBY'S LAUNCHES. xyxy=(376,666,451,675)
table-cell: 21 (15) xyxy=(682,456,700,463)
